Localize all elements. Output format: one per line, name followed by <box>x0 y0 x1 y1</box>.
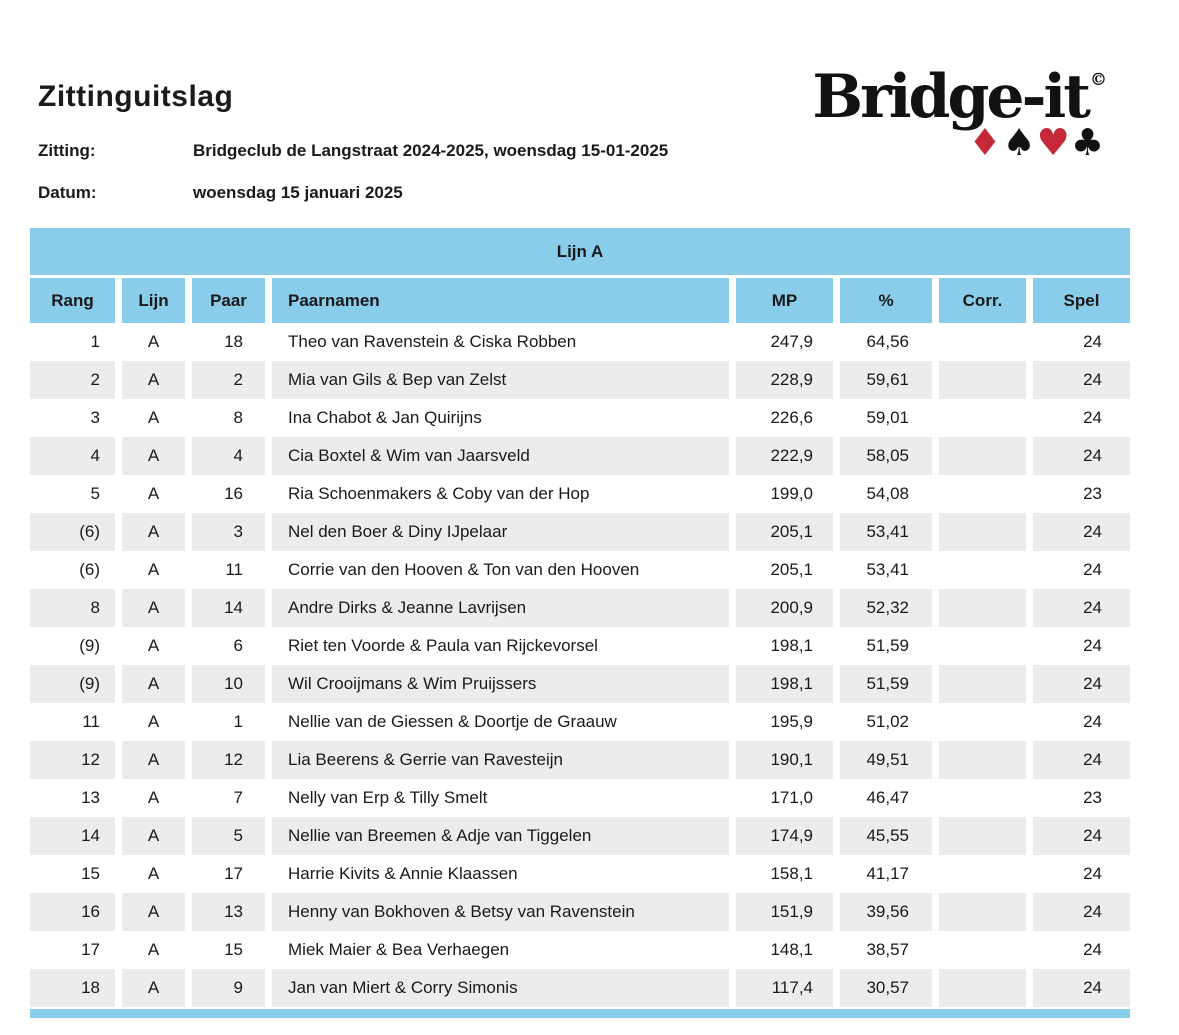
cell-pct: 59,01 <box>866 408 909 427</box>
section-title: Lijn A <box>30 228 1130 275</box>
cell-pct: 53,41 <box>840 513 932 551</box>
cell-paar: 10 <box>192 665 265 703</box>
cell-rang: 2 <box>30 361 115 399</box>
cell-paarnamen: Riet ten Voorde & Paula van Rijckevorsel <box>288 636 598 655</box>
cell-rang: (9) <box>30 665 115 703</box>
cell-rang: 1 <box>90 332 100 351</box>
table-row <box>30 627 1130 665</box>
cell-lijn: A <box>147 636 160 655</box>
column-header-spel: Spel <box>1033 278 1130 323</box>
cell-mp: 158,1 <box>770 864 813 883</box>
cell-lijn: A <box>122 513 185 551</box>
cell-corr <box>939 323 1026 361</box>
cell-mp: 222,9 <box>736 437 833 475</box>
cell-spel: 24 <box>1083 332 1102 351</box>
cell-corr <box>939 931 1026 969</box>
cell-spel: 24 <box>1033 513 1130 551</box>
report-header <box>0 0 1179 228</box>
cell-pct: 46,47 <box>866 788 909 807</box>
column-header-paarnamen: Paarnamen <box>272 278 729 323</box>
table-row <box>30 931 1130 969</box>
cell-mp: 198,1 <box>736 665 833 703</box>
table-footer-bar <box>30 1009 1130 1018</box>
cell-corr <box>939 627 1026 665</box>
cell-mp: 151,9 <box>736 893 833 931</box>
table-row <box>30 741 1130 779</box>
cell-paar: 16 <box>224 484 243 503</box>
cell-paar: 14 <box>192 589 265 627</box>
cell-corr <box>939 779 1026 817</box>
cell-paarnamen: Jan van Miert & Corry Simonis <box>272 969 729 1007</box>
logo-wordmark: Bridge-it <box>812 62 1088 132</box>
cell-lijn: A <box>122 969 185 1007</box>
cell-corr <box>939 475 1026 513</box>
column-header-lijn: Lijn <box>122 278 185 323</box>
cell-rang: (6) <box>30 513 115 551</box>
table-row <box>30 551 1130 589</box>
table-row <box>30 855 1130 893</box>
cell-spel: 24 <box>1083 940 1102 959</box>
cell-spel: 23 <box>1083 484 1102 503</box>
cell-corr <box>939 703 1026 741</box>
column-header-row <box>30 278 1130 323</box>
table-row <box>30 817 1130 855</box>
cell-mp: 228,9 <box>736 361 833 399</box>
cell-paarnamen: Henny van Bokhoven & Betsy van Ravenstein <box>272 893 729 931</box>
table-row <box>30 475 1130 513</box>
cell-paarnamen: Lia Beerens & Gerrie van Ravesteijn <box>272 741 729 779</box>
cell-spel: 24 <box>1033 665 1130 703</box>
cell-rang: 11 <box>82 712 100 731</box>
cell-mp: 200,9 <box>736 589 833 627</box>
cell-pct: 51,02 <box>866 712 909 731</box>
cell-corr <box>939 665 1026 703</box>
cell-rang: (9) <box>79 636 100 655</box>
cell-rang: 12 <box>30 741 115 779</box>
cell-mp: 198,1 <box>770 636 813 655</box>
cell-spel: 23 <box>1083 788 1102 807</box>
table-row <box>30 323 1130 361</box>
cell-spel: 24 <box>1033 969 1130 1007</box>
cell-spel: 24 <box>1083 636 1102 655</box>
cell-rang: 18 <box>30 969 115 1007</box>
copyright-icon: © <box>1090 70 1107 90</box>
cell-pct: 58,05 <box>840 437 932 475</box>
cell-lijn: A <box>122 437 185 475</box>
club-icon: ♣ <box>1070 121 1105 164</box>
cell-paar: 4 <box>192 437 265 475</box>
session-label: Zitting: <box>38 141 96 160</box>
cell-paar: 1 <box>233 712 243 731</box>
column-header-pct: % <box>840 278 932 323</box>
cell-lijn: A <box>122 741 185 779</box>
cell-paar: 11 <box>225 560 243 579</box>
table-row <box>30 589 1130 627</box>
cell-lijn: A <box>122 817 185 855</box>
table-row <box>30 969 1130 1007</box>
cell-paar: 5 <box>192 817 265 855</box>
cell-corr <box>939 551 1026 589</box>
column-header-mp: MP <box>736 278 833 323</box>
table-row <box>30 893 1130 931</box>
cell-lijn: A <box>147 712 160 731</box>
cell-rang: (6) <box>79 560 100 579</box>
heart-icon: ♥ <box>1036 121 1071 164</box>
cell-mp: 195,9 <box>770 712 813 731</box>
table-row <box>30 703 1130 741</box>
cell-paar: 13 <box>192 893 265 931</box>
cell-mp: 117,4 <box>736 969 833 1007</box>
spade-icon: ♠ <box>1002 121 1037 164</box>
cell-pct: 51,59 <box>866 636 909 655</box>
cell-spel: 24 <box>1033 437 1130 475</box>
cell-corr <box>939 589 1026 627</box>
cell-corr <box>939 437 1026 475</box>
date-value: woensdag 15 januari 2025 <box>193 183 403 202</box>
cell-paarnamen: Theo van Ravenstein & Ciska Robben <box>288 332 577 351</box>
cell-corr <box>939 893 1026 931</box>
cell-pct: 39,56 <box>840 893 932 931</box>
date-label: Datum: <box>38 183 97 202</box>
cell-mp: 148,1 <box>770 940 813 959</box>
cell-lijn: A <box>147 484 160 503</box>
cell-pct: 52,32 <box>840 589 932 627</box>
cell-pct: 53,41 <box>866 560 909 579</box>
cell-rang: 5 <box>90 484 100 503</box>
cell-mp: 205,1 <box>736 513 833 551</box>
cell-spel: 24 <box>1083 864 1102 883</box>
cell-paarnamen: Miek Maier & Bea Verhaegen <box>288 940 510 959</box>
table-row <box>30 779 1130 817</box>
cell-paar: 3 <box>192 513 265 551</box>
cell-pct: 59,61 <box>840 361 932 399</box>
cell-pct: 45,55 <box>840 817 932 855</box>
cell-mp: 226,6 <box>770 408 813 427</box>
cell-paarnamen: Ina Chabot & Jan Quirijns <box>288 408 482 427</box>
cell-spel: 24 <box>1033 741 1130 779</box>
cell-paarnamen: Mia van Gils & Bep van Zelst <box>272 361 729 399</box>
cell-lijn: A <box>147 560 160 579</box>
cell-mp: 190,1 <box>736 741 833 779</box>
cell-rang: 4 <box>30 437 115 475</box>
cell-mp: 205,1 <box>770 560 813 579</box>
cell-paarnamen: Nelly van Erp & Tilly Smelt <box>288 788 488 807</box>
cell-mp: 199,0 <box>770 484 813 503</box>
cell-paar: 17 <box>224 864 243 883</box>
cell-lijn: A <box>122 665 185 703</box>
cell-paar: 12 <box>192 741 265 779</box>
cell-rang: 15 <box>81 864 100 883</box>
cell-rang: 17 <box>81 940 100 959</box>
cell-lijn: A <box>122 893 185 931</box>
cell-spel: 24 <box>1033 817 1130 855</box>
cell-mp: 171,0 <box>770 788 813 807</box>
table-row <box>30 399 1130 437</box>
cell-pct: 51,59 <box>840 665 932 703</box>
cell-paarnamen: Harrie Kivits & Annie Klaassen <box>288 864 518 883</box>
cell-lijn: A <box>147 332 160 351</box>
cell-paar: 15 <box>224 940 243 959</box>
cell-paarnamen: Ria Schoenmakers & Coby van der Hop <box>288 484 590 503</box>
cell-paarnamen: Nel den Boer & Diny IJpelaar <box>272 513 729 551</box>
session-value: Bridgeclub de Langstraat 2024-2025, woensdag 15-01-2025 <box>193 141 669 160</box>
cell-lijn: A <box>147 940 160 959</box>
cell-rang: 14 <box>30 817 115 855</box>
table-row <box>30 437 1130 475</box>
cell-rang: 13 <box>81 788 100 807</box>
cell-corr <box>939 817 1026 855</box>
cell-lijn: A <box>122 589 185 627</box>
cell-corr <box>939 969 1026 1007</box>
cell-paar: 18 <box>224 332 243 351</box>
results-body <box>30 323 1130 1007</box>
cell-pct: 38,57 <box>866 940 909 959</box>
cell-lijn: A <box>147 788 160 807</box>
cell-corr <box>939 361 1026 399</box>
cell-paarnamen: Wil Crooijmans & Wim Pruijssers <box>272 665 729 703</box>
cell-paarnamen: Andre Dirks & Jeanne Lavrijsen <box>272 589 729 627</box>
cell-spel: 24 <box>1033 589 1130 627</box>
cell-paarnamen: Corrie van den Hooven & Ton van den Hooven <box>288 560 640 579</box>
cell-paar: 6 <box>233 636 243 655</box>
cell-spel: 24 <box>1083 408 1102 427</box>
table-row <box>30 361 1130 399</box>
cell-mp: 247,9 <box>770 332 813 351</box>
cell-paarnamen: Cia Boxtel & Wim van Jaarsveld <box>272 437 729 475</box>
results-table <box>30 228 1130 1018</box>
cell-pct: 49,51 <box>840 741 932 779</box>
cell-paar: 7 <box>233 788 243 807</box>
cell-paar: 2 <box>192 361 265 399</box>
cell-pct: 41,17 <box>866 864 909 883</box>
column-header-rang: Rang <box>30 278 115 323</box>
cell-rang: 8 <box>30 589 115 627</box>
cell-rang: 16 <box>30 893 115 931</box>
page-title: Zittinguitslag <box>38 80 234 113</box>
cell-lijn: A <box>122 361 185 399</box>
table-row <box>30 665 1130 703</box>
cell-pct: 30,57 <box>840 969 932 1007</box>
column-header-paar: Paar <box>192 278 265 323</box>
cell-mp: 174,9 <box>736 817 833 855</box>
column-header-corr: Corr. <box>939 278 1026 323</box>
bridge-it-logo <box>812 62 1107 164</box>
cell-corr <box>939 741 1026 779</box>
cell-pct: 54,08 <box>866 484 909 503</box>
cell-spel: 24 <box>1033 893 1130 931</box>
cell-corr <box>939 399 1026 437</box>
cell-lijn: A <box>147 408 160 427</box>
cell-paar: 9 <box>192 969 265 1007</box>
cell-spel: 24 <box>1083 712 1102 731</box>
table-row <box>30 513 1130 551</box>
diamond-icon: ♦ <box>968 121 1003 164</box>
cell-lijn: A <box>147 864 160 883</box>
cell-spel: 24 <box>1083 560 1102 579</box>
cell-pct: 64,56 <box>866 332 909 351</box>
cell-paar: 8 <box>233 408 243 427</box>
cell-paarnamen: Nellie van de Giessen & Doortje de Graauw <box>288 712 617 731</box>
cell-corr <box>939 855 1026 893</box>
cell-rang: 3 <box>90 408 100 427</box>
cell-corr <box>939 513 1026 551</box>
cell-paarnamen: Nellie van Breemen & Adje van Tiggelen <box>272 817 729 855</box>
cell-spel: 24 <box>1033 361 1130 399</box>
